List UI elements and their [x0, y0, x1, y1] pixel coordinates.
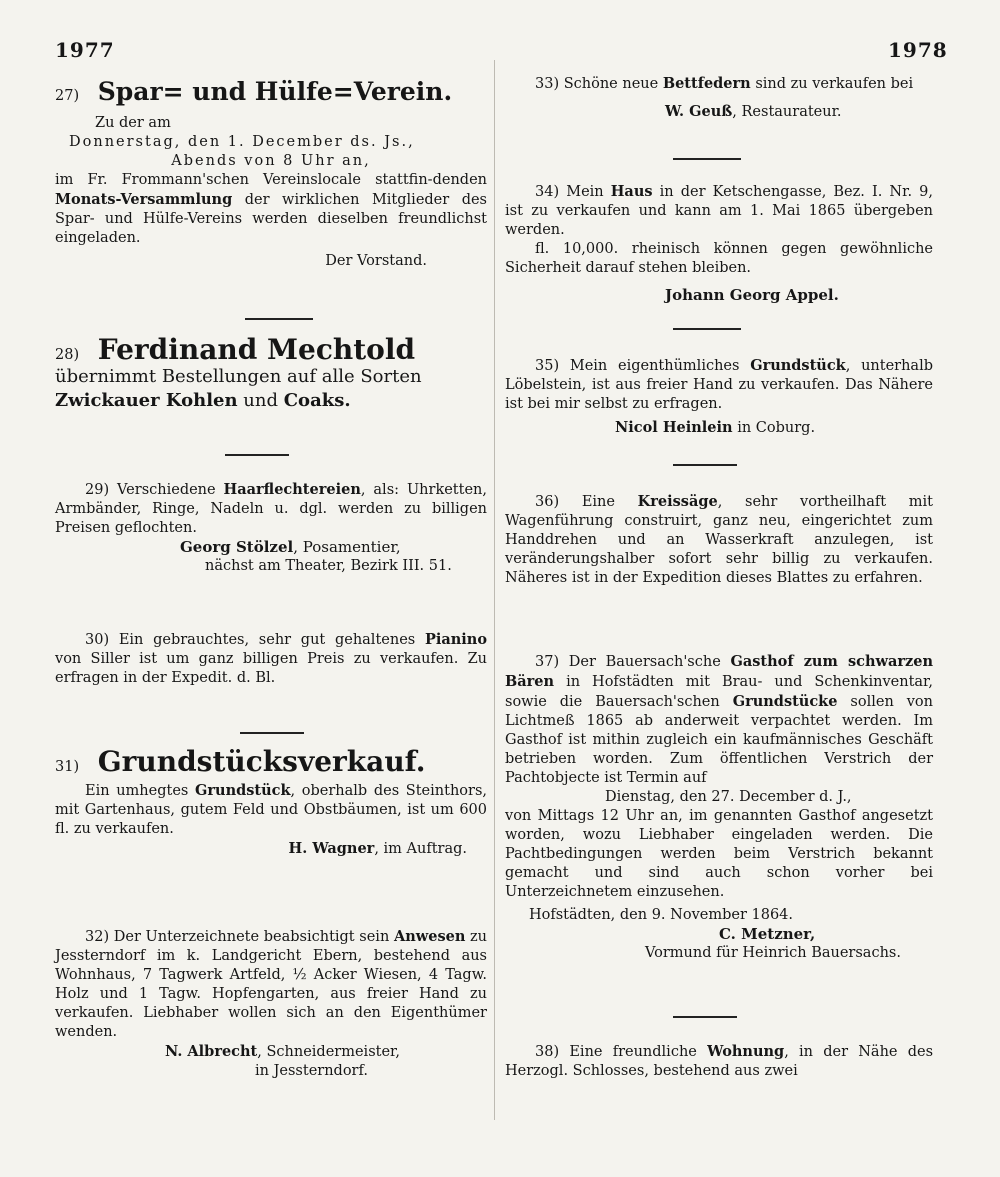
ad-text: Zwickauer Kohlen und Coaks. [55, 390, 351, 411]
ad-34: 34) Mein Haus in der Ketschengasse, Bez. I. Nr. 9, ist zu verkaufen und kann am 1. Mai 1865 übergeben werden. fl. 10,000. rheinisch können gegen gewöhnliche Sicherheit darauf stehen bleiben. Johann Georg Appel. [505, 183, 934, 304]
ad-31: 31) Grundstücksverkauf. Ein umhegtes Grundstück, oberhalb des Steinthors, mit Gartenhaus, gutem Feld und Obstbäumen, ist um 600 fl. zu verkaufen. H. Wagner, im Auftrag. [55, 745, 487, 857]
separator-rule [240, 732, 304, 734]
ad-text: Hofstädten, den 9. November 1864. [529, 907, 794, 923]
ad-37: 37) Der Bauersach'sche Gasthof zum schwarzen Bären in Hofstädten mit Brau- und Schenkinventar, sowie die Bauersach'schen Grundstücke sollen von Lichtmeß 1865 ab anderweit verpachtet werden. Im Gasthof ist mithin zugleich ein kaufmännisches Geschäft betrieben worden. Zum öffentlichen Verstrich der Pachtobjecte ist Termin auf Dienstag, den 27. December d. J., von Mittags 12 Uhr an, im genannten Gasthof angesetzt worden, wozu Liebhaber eingeladen werden. Die Pachtbedingungen werden beim Verstrich bekannt gemacht und sind auch schon vorher bei Unterzeichnetem einzusehen. Hofstädten, den 9. November 1864. C. Metzner, Vormund für Heinrich Bauersachs. [505, 653, 934, 961]
ad-signature: N. Albrecht, Schneidermeister, [165, 1043, 400, 1060]
ad-title: Ferdinand Mechtold [97, 333, 416, 366]
ad-signature: H. Wagner, im Auftrag. [288, 840, 467, 857]
ad-signature: C. Metzner, [719, 925, 816, 943]
ad-28 [55, 333, 487, 413]
ad-27 [55, 77, 487, 271]
separator-rule [673, 328, 741, 330]
page-number-left: 1977 [55, 38, 115, 62]
column-divider [494, 60, 495, 1120]
ad-text: Zu der am [95, 115, 171, 131]
ad-text: von Mittags 12 Uhr an, im genannten Gasthof angesetzt worden, wozu Liebhaber eingeladen werden. Die Pachtbedingungen werden beim Verstrich bekannt gemacht und sind auch schon vorher bei Unterzeichnetem einzusehen. [505, 808, 933, 900]
ad-title: Spar= und Hülfe=Verein. [97, 77, 453, 106]
ad-36: 36) Eine Kreissäge, sehr vortheilhaft mit Wagenführung construirt, ganz neu, eingerichtet zum Handdrehen und an Wasserkraft anzulegen, ist veränderungshalber sofort sehr billig zu verkaufen. Näheres ist in der Expedition dieses Blattes zu erfahren. [505, 493, 933, 586]
ad-title: Grundstücksverkauf. [97, 745, 426, 778]
ad-signature: Georg Stölzel, Posamentier, [180, 538, 401, 556]
ad-text: Dienstag, den 27. December d. J., [605, 789, 852, 805]
separator-rule [673, 464, 737, 466]
ad-30: 30) Ein gebrauchtes, sehr gut gehaltenes Pianino von Siller ist um ganz billigen Preis zu verkaufen. Zu erfragen in der Expedit. d. Bl. [55, 631, 488, 686]
ad-number: 27) [55, 88, 80, 104]
ad-signature: Der Vorstand. [325, 253, 427, 269]
separator-rule [673, 1016, 737, 1018]
page-number-right: 1978 [888, 38, 948, 62]
ad-text: Donnerstag, den 1. December ds. Js., [69, 134, 415, 150]
ad-35: 35) Mein eigenthümliches Grundstück, unterhalb Löbelstein, ist aus freier Hand zu verkaufen. Das Nähere ist bei mir selbst zu erfragen. Nicol Heinlein in Coburg. [505, 357, 933, 436]
ad-signature: Vormund für Heinrich Bauersachs. [645, 945, 901, 961]
ad-text: Abends von 8 Uhr an, [171, 153, 371, 169]
separator-rule [225, 454, 289, 456]
ad-signature: Nicol Heinlein in Coburg. [615, 419, 816, 436]
ad-text: fl. 10,000. rheinisch können gegen gewöhnliche Sicherheit darauf stehen bleiben. [505, 241, 933, 276]
ad-signature: nächst am Theater, Bezirk III. 51. [205, 558, 452, 574]
ad-number: 28) [55, 347, 80, 363]
ad-text: übernimmt Bestellungen auf alle Sorten [55, 366, 422, 387]
ad-body: im Fr. Frommann'schen Vereinslocale stattfin-denden Monats-Versammlung der wirklichen Mitglieder des Spar- und Hülfe-Vereins werden dieselben freundlichst eingeladen. [55, 172, 487, 246]
ad-signature: W. Geuß, Restaurateur. [665, 103, 842, 120]
ad-33: 33) Schöne neue Bettfedern sind zu verkaufen bei W. Geuß, Restaurateur. [505, 74, 933, 122]
separator-rule [673, 158, 741, 160]
ad-signature: in Jessterndorf. [255, 1063, 368, 1079]
ad-29: 29) Verschiedene Haarflechtereien, als: Uhrketten, Armbänder, Ringe, Nadeln u. dgl. werden zu billigen Preisen geflochten. Georg Stölzel, Posamentier, nächst am Theater, Bezirk III. 51. [55, 481, 487, 574]
ad-32: 32) Der Unterzeichnete beabsichtigt sein Anwesen zu Jessterndorf im k. Landgericht Ebern, bestehend aus Wohnhaus, 7 Tagwerk Artfeld, ½ Acker Wiesen, 4 Tagw. Holz und 1 Tagw. Hopfengarten, aus freier Hand zu verkaufen. Liebhaber wollen sich an den Eigenthümer wenden. N. Albrecht, Schneidermeister, in Jessterndorf. [55, 928, 487, 1079]
ad-signature: Johann Georg Appel. [665, 286, 839, 304]
ad-38: 38) Eine freundliche Wohnung, in der Nähe des Herzogl. Schlosses, bestehend aus zwei [505, 1043, 934, 1079]
separator-rule [245, 318, 313, 320]
